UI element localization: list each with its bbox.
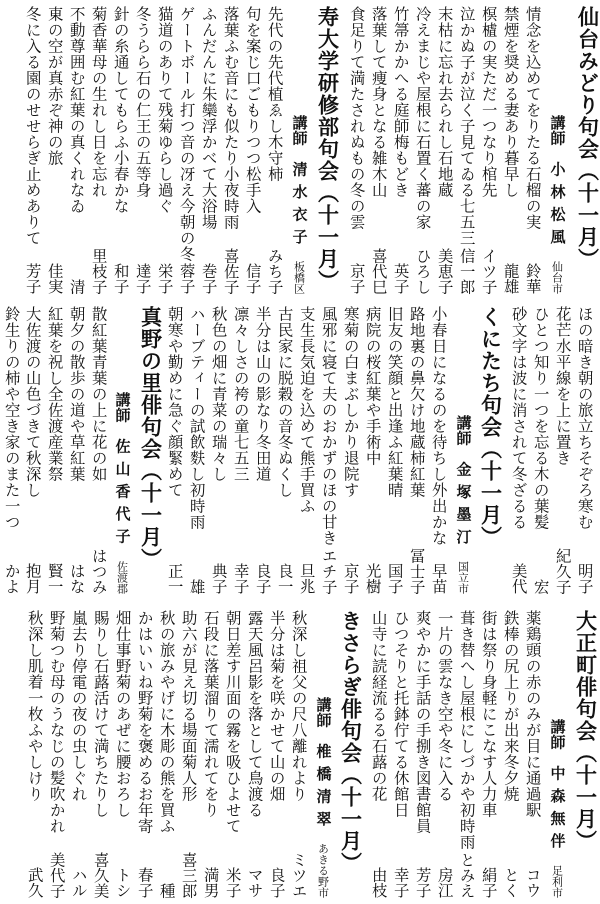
- haiku-text: 古民家に脱穀の音冬ぬくし: [275, 306, 294, 498]
- haiku-text: 冷えまじや屋根に石置く蕃の家: [413, 6, 432, 230]
- title-column: [572, 610, 598, 898]
- haiku-column: [21, 306, 43, 594]
- haiku-text: 鉄棒の尻上りが出来冬夕焼: [501, 610, 520, 802]
- title-column: [337, 610, 363, 898]
- teacher-column: [544, 6, 570, 294]
- haiku-text: 冬に入る園のせせらぎ止めありて: [23, 6, 42, 246]
- group-title: 寿大学研修部句会（十一月）: [315, 6, 340, 292]
- haiku-column: [221, 610, 243, 898]
- haiku-author: 絹子: [479, 867, 498, 898]
- haiku-text: 寒菊の白まぶしかり退院す: [341, 306, 360, 498]
- title-column: [477, 306, 503, 594]
- haiku-column: [243, 610, 265, 898]
- haiku-text: 砂文字は波に消されて冬ざるる: [509, 306, 528, 530]
- group-title: くにたち句会（十一月）: [478, 306, 503, 548]
- haiku-column: [251, 306, 273, 594]
- haiku-column: [67, 610, 89, 898]
- haiku-author: 正一: [165, 563, 184, 594]
- haiku-author: 冨士子: [407, 547, 426, 594]
- tier-bottom: [0, 610, 600, 898]
- haiku-column: [185, 306, 207, 594]
- haiku-author: 武久: [25, 867, 44, 898]
- haiku-text: 花芒水平線を上に置き: [553, 306, 572, 466]
- haiku-text: ほの暗き朝の旅立ちそぞろ寒む: [575, 306, 594, 530]
- haiku-text: 秋の旅みやげに木彫の熊を買ふ: [157, 610, 176, 834]
- group-title: きさらぎ俳句会（十一月）: [338, 610, 363, 874]
- haiku-author: 由枝: [369, 867, 388, 898]
- haiku-text: ゲートボール打つ音の冴え今朝の冬: [177, 6, 196, 262]
- haiku-text: 半分は山の影なり冬田道: [253, 306, 272, 482]
- haiku-column: [433, 610, 455, 898]
- teacher-name: 講師 金塚墨汀: [454, 414, 473, 551]
- haiku-author: 明子: [575, 563, 594, 594]
- haiku-text: 菊香華母の生れし日を忘れ: [89, 6, 108, 198]
- haiku-author: 芳子: [413, 867, 432, 898]
- haiku-author: 幸子: [391, 867, 410, 898]
- haiku-column: [411, 6, 433, 294]
- haiku-author: 美恵子: [435, 247, 454, 294]
- haiku-author: 京子: [341, 563, 360, 594]
- haiku-column: [197, 6, 219, 294]
- haiku-author: 蓉子: [177, 263, 196, 294]
- haiku-column: [521, 610, 543, 898]
- group-title: 大正町俳句会（十一月）: [573, 610, 598, 852]
- haiku-column: [207, 306, 229, 594]
- haiku-author: 種: [157, 882, 176, 898]
- haiku-text: 散紅葉青葉の上に花の如: [89, 306, 108, 482]
- haiku-author: はつみ: [89, 547, 108, 594]
- location-label: 国立市: [456, 561, 470, 594]
- haiku-text: 句を案じ口ごもりつつ松手入: [243, 6, 262, 214]
- haiku-column: [521, 6, 543, 294]
- haiku-column: [529, 306, 551, 594]
- haiku-column: [573, 306, 595, 594]
- haiku-column: [287, 610, 309, 898]
- haiku-column: [155, 610, 177, 898]
- haiku-text: 石段に落葉溜りて濡れてをり: [201, 610, 220, 818]
- haiku-column: [389, 610, 411, 898]
- tier-top: [0, 6, 600, 294]
- haiku-text: かはいいね野菊を褒めるお年寄: [135, 610, 154, 834]
- haiku-column: [405, 306, 427, 594]
- haiku-column: [219, 6, 241, 294]
- haiku-text: 紅葉を祝し全佐渡産業祭: [45, 306, 64, 482]
- haiku-column: [499, 6, 521, 294]
- teacher-name: 講師 椎橋清翠: [314, 696, 333, 833]
- haiku-text: 榠樝の実ただ一つなり棺先: [479, 6, 498, 198]
- haiku-column: [65, 6, 87, 294]
- teacher-column: [310, 610, 336, 898]
- haiku-column: [367, 6, 389, 294]
- haiku-text: 野菊つむ母のうなじの髪吹かれ: [47, 610, 66, 834]
- haiku-column: [345, 6, 367, 294]
- haiku-author: 抱月: [23, 563, 42, 594]
- haiku-column: [361, 306, 383, 594]
- haiku-author: 米子: [223, 867, 242, 898]
- haiku-author: エチ子: [319, 547, 338, 594]
- haiku-author: 雄: [187, 578, 206, 594]
- haiku-text: 爽やかに手話の手捌き図書館員: [413, 610, 432, 834]
- haiku-author: 光樹: [363, 563, 382, 594]
- group-title: 仙台みどり句会（十一月）: [575, 6, 600, 270]
- haiku-column: [229, 306, 251, 594]
- haiku-column: [477, 610, 499, 898]
- haiku-column: [87, 306, 109, 594]
- haiku-text: ひつそりと托鉢佇てる休館日: [391, 610, 410, 818]
- haiku-author: かよ: [2, 563, 21, 594]
- haiku-author: 信子: [243, 263, 262, 294]
- haiku-author: 達子: [133, 263, 152, 294]
- haiku-author: 春子: [135, 867, 154, 898]
- haiku-author: マサ: [245, 867, 264, 898]
- haiku-text: 泣かぬ子が泣く子見てゐる七五三: [457, 6, 476, 246]
- haiku-column: [163, 306, 185, 594]
- haiku-column: [367, 610, 389, 898]
- haiku-column: [65, 306, 87, 594]
- haiku-column: [23, 610, 45, 898]
- haiku-text: 冬うらら石の仁王の五等身: [133, 6, 152, 198]
- haiku-author: 京子: [347, 263, 366, 294]
- haiku-text: ふんだんに朱欒浮かべて大浴場: [199, 6, 218, 230]
- location-label: あきる野市: [316, 843, 330, 898]
- haiku-author: 龍雄: [501, 263, 520, 294]
- haiku-author: 英子: [391, 263, 410, 294]
- haiku-column: [433, 6, 455, 294]
- haiku-text: 食足りて満たされぬもの冬の雲: [347, 6, 366, 230]
- haiku-text: 情念を込めてをりたる石榴の実: [523, 6, 542, 230]
- haiku-author: 賢一: [45, 563, 64, 594]
- title-column: [137, 306, 163, 594]
- haiku-author: 佳実: [45, 263, 64, 294]
- haiku-column: [43, 306, 65, 594]
- haiku-text: 針の糸通してもらふ小春かな: [111, 6, 130, 214]
- haiku-text: 秋色の畑に青菜の瑞々し: [209, 306, 228, 482]
- haiku-text: 一片の雲なき空や冬に入る: [435, 610, 454, 802]
- haiku-author: 房江: [435, 867, 454, 898]
- haiku-author: 良子: [267, 867, 286, 898]
- group-title: 真野の里俳句会（十一月）: [138, 306, 163, 570]
- haiku-column: [455, 6, 477, 294]
- haiku-text: 鈴生りの柿や空き家のまた一つ: [2, 306, 21, 530]
- teacher-column: [450, 306, 476, 594]
- haiku-author: 旦兆: [297, 563, 316, 594]
- haiku-author: 紀久子: [553, 547, 572, 594]
- haiku-author: 清: [67, 278, 86, 294]
- haiku-author: 喜佐子: [221, 247, 240, 294]
- haiku-author: イツ子: [479, 247, 498, 294]
- haiku-author: 美代子: [47, 851, 66, 898]
- haiku-text: ひとつ知り一つを忘る木の葉髪: [531, 306, 550, 530]
- teacher-column: [544, 610, 570, 898]
- haiku-text: 賜りし石蕗活けて満ちたりし: [91, 610, 110, 818]
- teacher-name: 講師 佐山香代子: [113, 392, 132, 551]
- haiku-text: 嵐去り停電の夜の虫しぐれ: [69, 610, 88, 802]
- haiku-author: 喜代巳: [369, 247, 388, 294]
- haiku-text: ハーブティーの試飲麩し初時雨: [187, 306, 206, 530]
- haiku-text: 凛々しさの袴の童七五三: [231, 306, 250, 482]
- haiku-text: 落葉ふむ音にも似たり小夜時雨: [221, 6, 240, 230]
- haiku-text: 末枯に忘れ去られし石地蔵: [435, 6, 454, 198]
- haiku-text: 落葉して痩身となる雑木山: [369, 6, 388, 198]
- location-label: 板橋区: [292, 261, 306, 294]
- haiku-column: [411, 610, 433, 898]
- haiku-author: 栄子: [155, 263, 174, 294]
- haiku-column: [383, 306, 405, 594]
- haiku-author: 美代: [509, 563, 528, 594]
- haiku-text: 猫道のありて残菊ゆらし過ぐ: [155, 6, 174, 214]
- haiku-column: [507, 306, 529, 594]
- haiku-column: [43, 6, 65, 294]
- haiku-text: 不動尊囲む紅葉の真くれなゐ: [67, 6, 86, 214]
- haiku-column: [477, 6, 499, 294]
- haiku-author: ひろし: [413, 247, 432, 294]
- haiku-author: コウ: [523, 867, 542, 898]
- haiku-column: [0, 306, 22, 594]
- tier-middle: [0, 306, 600, 594]
- haiku-column: [153, 6, 175, 294]
- haiku-column: [273, 306, 295, 594]
- haiku-author: とく: [501, 867, 520, 898]
- haiku-text: 助六が見え切る場面菊人形: [179, 610, 198, 802]
- location-label: 仙台市: [550, 261, 564, 294]
- haiku-column: [499, 610, 521, 898]
- haiku-text: 葺き替へし屋根にしづかや初時雨: [457, 610, 476, 850]
- teacher-name: 講師 中森無伴: [548, 718, 567, 855]
- haiku-text: 露天風呂影を落として鳥渡る: [245, 610, 264, 818]
- haiku-text: 病院の桜紅葉や手術中: [363, 306, 382, 466]
- haiku-text: 山寺に読経流るる石蕗の花: [369, 610, 388, 802]
- haiku-text: 路地裏の鼻欠け地蔵柿紅葉: [407, 306, 426, 498]
- haiku-author: 国子: [385, 563, 404, 594]
- haiku-column: [265, 610, 287, 898]
- haiku-text: 朝日差す川面の霧を吸ひよせて: [223, 610, 242, 834]
- location-label: 佐渡郡: [115, 561, 129, 594]
- haiku-text: 支生長気迫を込めて熊手買ふ: [297, 306, 316, 514]
- haiku-text: 朝寒や勤めに急ぐ顔緊めて: [165, 306, 184, 498]
- haiku-text: 風邪に寝て夫のおかずのほの甘き: [319, 306, 338, 546]
- haiku-column: [45, 610, 67, 898]
- haiku-column: [263, 6, 285, 294]
- haiku-author: 喜三郎: [179, 851, 198, 898]
- haiku-column: [389, 6, 411, 294]
- haiku-column: [87, 6, 109, 294]
- teacher-column: [109, 306, 135, 594]
- teacher-name: 講師 小林松風: [548, 114, 567, 251]
- haiku-column: [199, 610, 221, 898]
- haiku-column: [133, 610, 155, 898]
- haiku-author: 典子: [209, 563, 228, 594]
- haiku-author: 幸子: [231, 563, 250, 594]
- haiku-author: ハル: [69, 867, 88, 898]
- haiku-author: 早苗: [429, 563, 448, 594]
- haiku-text: 禁煙を奨める妻あり暮早し: [501, 6, 520, 198]
- haiku-column: [111, 610, 133, 898]
- haiku-author: 喜久美: [91, 851, 110, 898]
- haiku-column: [427, 306, 449, 594]
- haiku-author: とみえ: [457, 851, 476, 898]
- location-label: 足利市: [550, 865, 564, 898]
- haiku-author: 芳子: [23, 263, 42, 294]
- haiku-text: 大佐渡の山色づきて秋深し: [23, 306, 42, 498]
- haiku-author: ミツエ: [289, 851, 308, 898]
- haiku-text: 半分は菊を咲かせて山の畑: [267, 610, 286, 802]
- haiku-author: みち子: [265, 247, 284, 294]
- haiku-text: 秋深し祖父の尺八離れより: [289, 610, 308, 802]
- haiku-column: [131, 6, 153, 294]
- haiku-column: [175, 6, 197, 294]
- title-column: [314, 6, 340, 294]
- teacher-name: 講師 清水衣子: [290, 114, 309, 251]
- haiku-column: [455, 610, 477, 898]
- haiku-author: はな: [67, 563, 86, 594]
- haiku-column: [109, 6, 131, 294]
- haiku-column: [89, 610, 111, 898]
- haiku-text: 旧友の笑顔と出逢ふ紅葉晴: [385, 306, 404, 498]
- haiku-text: 街は祭り身軽にこなす人力車: [479, 610, 498, 818]
- haiku-text: 朝夕の散歩の道や草紅葉: [67, 306, 86, 482]
- haiku-author: 鈴華: [523, 263, 542, 294]
- haiku-column: [295, 306, 317, 594]
- haiku-author: 巻子: [199, 263, 218, 294]
- haiku-author: 宏: [531, 578, 550, 594]
- haiku-author: 信一郎: [457, 247, 476, 294]
- haiku-text: 秋深し肌着一枚ふやしけり: [25, 610, 44, 802]
- haiku-column: [339, 306, 361, 594]
- haiku-text: 薬鶏頭の赤のみが目に通過駅: [523, 610, 542, 818]
- haiku-author: 里枝子: [89, 247, 108, 294]
- haiku-column: [21, 6, 43, 294]
- haiku-author: 和子: [111, 263, 130, 294]
- haiku-column: [177, 610, 199, 898]
- title-column: [574, 6, 600, 294]
- haiku-text: 先代の先代植ゑし木守柿: [265, 6, 284, 182]
- haiku-author: トシ: [113, 867, 132, 898]
- haiku-text: 東の空が真赤ぞ神の旅: [45, 6, 64, 166]
- haiku-column: [317, 306, 339, 594]
- haiku-author: 良一: [275, 563, 294, 594]
- haiku-text: 畑仕事野菊のあぜに腰おろし: [113, 610, 132, 818]
- haiku-author: 満男: [201, 867, 220, 898]
- haiku-text: 小春日になるのを待ちし外出かな: [429, 306, 448, 546]
- teacher-column: [286, 6, 312, 294]
- haiku-text: 竹箒かかへる庭師梅もどき: [391, 6, 410, 198]
- haiku-author: 良子: [253, 563, 272, 594]
- haiku-column: [241, 6, 263, 294]
- haiku-column: [551, 306, 573, 594]
